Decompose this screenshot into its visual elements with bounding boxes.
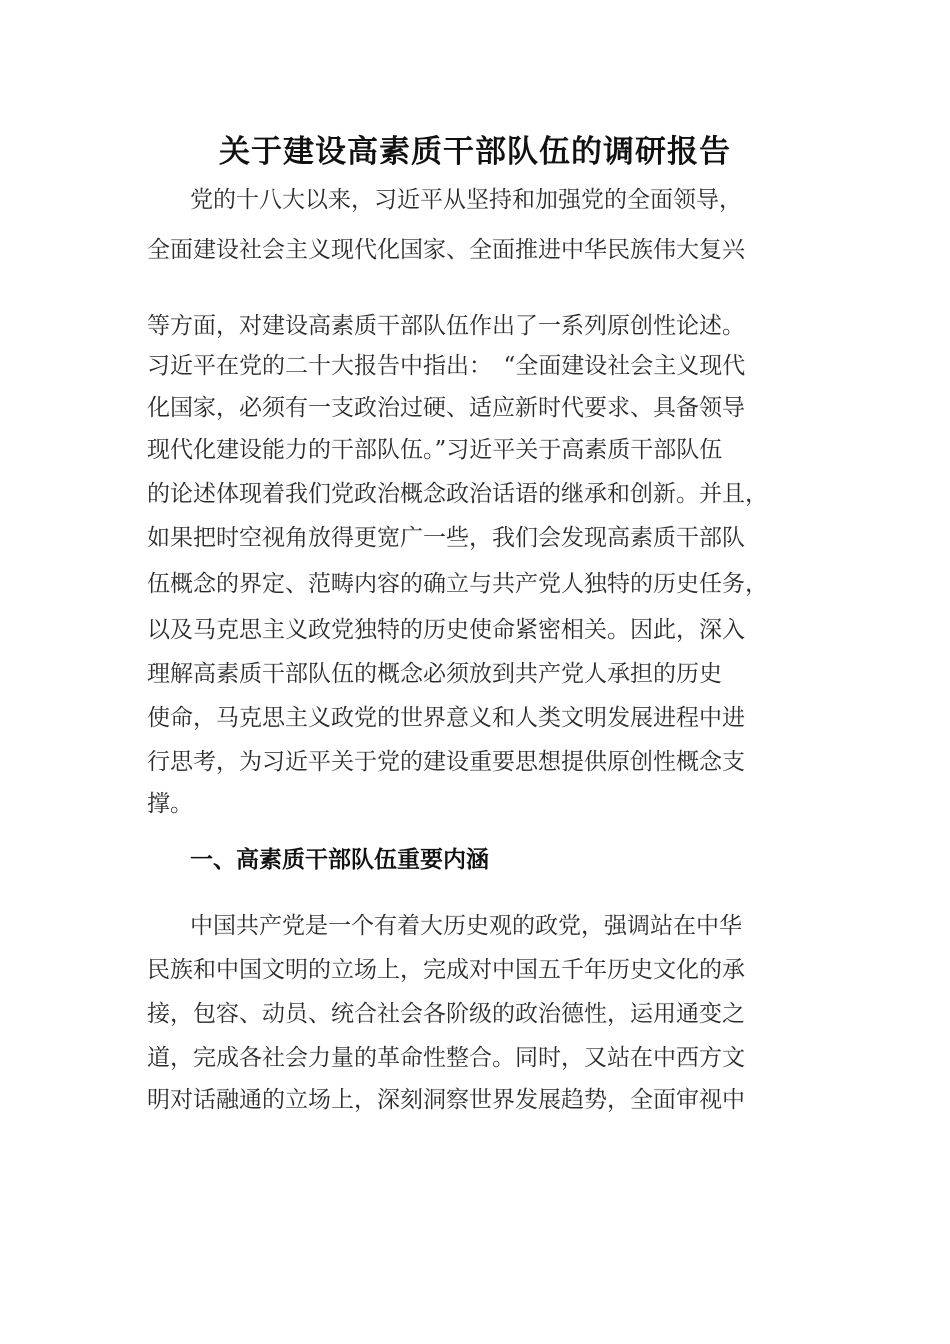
paragraph-line: 民族和中国文明的立场上，完成对中国五千年历史文化的承 <box>147 957 745 983</box>
document-title: 关于建设高素质干部队伍的调研报告 <box>219 134 731 170</box>
section-heading: 一、高素质干部队伍重要内涵 <box>190 847 489 873</box>
paragraph-line: 理解高素质干部队伍的概念必须放到共产党人承担的历史 <box>147 661 722 687</box>
paragraph-line: 的论述体现着我们党政治概念政治话语的继承和创新。并且， <box>147 481 768 507</box>
paragraph-line: 行思考，为习近平关于党的建设重要思想提供原创性概念支 <box>147 749 745 775</box>
paragraph-line: 如果把时空视角放得更宽广一些，我们会发现高素质干部队 <box>147 525 745 551</box>
paragraph-line: 全面建设社会主义现代化国家、全面推进中华民族伟大复兴 <box>147 237 745 263</box>
paragraph-line: 等方面，对建设高素质干部队伍作出了一系列原创性论述。 <box>147 313 745 339</box>
paragraph-line: 习近平在党的二十大报告中指出： “全面建设社会主义现代 <box>147 353 746 379</box>
paragraph-line: 伍概念的界定、范畴内容的确立与共产党人独特的历史任务， <box>147 571 768 597</box>
paragraph-line: 现代化建设能力的干部队伍。”习近平关于高素质干部队伍 <box>147 437 723 463</box>
paragraph-line: 以及马克思主义政党独特的历史使命紧密相关。因此，深入 <box>147 617 745 643</box>
paragraph-line: 化国家，必须有一支政治过硬、适应新时代要求、具备领导 <box>147 395 745 421</box>
paragraph-line: 使命，马克思主义政党的世界意义和人类文明发展进程中进 <box>147 705 745 731</box>
paragraph-line: 党的十八大以来，习近平从坚持和加强党的全面领导， <box>190 187 742 213</box>
paragraph-line: 撑。 <box>147 791 193 817</box>
paragraph-line: 接，包容、动员、统合社会各阶级的政治德性，运用通变之 <box>147 1001 745 1027</box>
paragraph-line: 道，完成各社会力量的革命性整合。同时，又站在中西方文 <box>147 1045 745 1071</box>
paragraph-line: 中国共产党是一个有着大历史观的政党，强调站在中华 <box>190 913 742 939</box>
paragraph-line: 明对话融通的立场上，深刻洞察世界发展趋势，全面审视中 <box>147 1087 745 1113</box>
